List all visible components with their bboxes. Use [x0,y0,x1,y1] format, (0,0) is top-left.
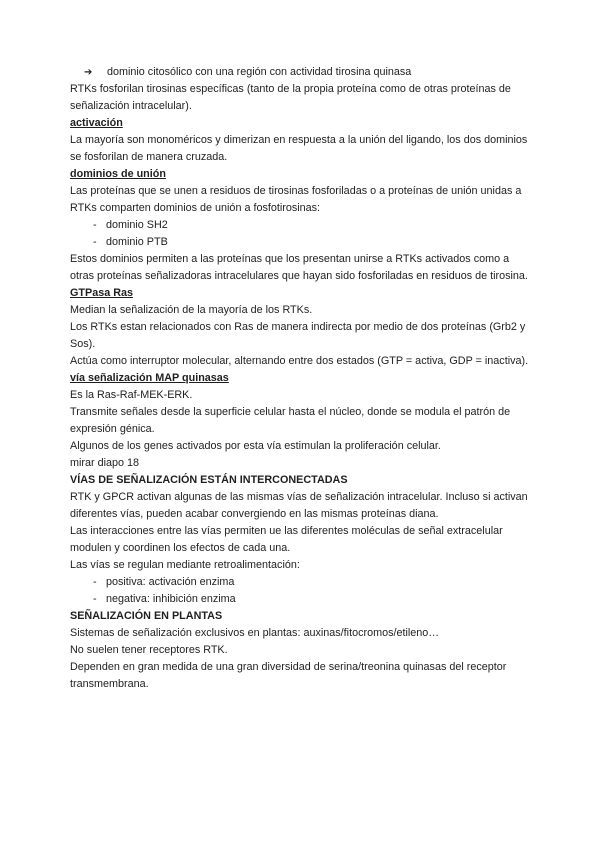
subheading-underlined: vía señalización MAP quinasas [70,372,229,384]
paragraph: Es la Ras-Raf-MEK-ERK. [70,389,193,401]
paragraph: No suelen tener receptores RTK. [70,644,228,656]
paragraph: Sistemas de señalización exclusivos en plantas: auxinas/fitocromos/etileno… [70,627,440,639]
list-item-text: positiva: activación enzima [106,576,235,588]
paragraph: RTKs fosforilan tirosinas específicas (tanto de la propia proteína como de otras proteínas de señalización intracelular). [70,83,511,112]
dash-bullet-icon: - [93,593,97,605]
paragraph: Los RTKs estan relacionados con Ras de manera indirecta por medio de dos proteínas (Grb2 y Sos). [70,321,526,350]
arrow-bullet-icon: ➔ [84,67,93,78]
paragraph: Transmite señales desde la superficie celular hasta el núcleo, donde se modula el patrón de expresión génica. [70,406,511,435]
paragraph: Las proteínas que se unen a residuos de tirosinas fosforiladas o a proteínas de unión unidas a RTKs comparten dominios de unión a fosfotirosinas: [70,185,522,214]
subheading-underlined: dominios de unión [70,168,166,180]
paragraph: Las vías se regulan mediante retroalimentación: [70,559,300,571]
arrow-list-item [70,64,534,81]
subheading-underlined: activación [70,117,123,129]
paragraph: Estos dominios permiten a las proteínas que los presentan unirse a RTKs activados como a otras proteínas señalizadoras intracelulares que hayan sido fosforiladas en residuos de tirosina. [70,253,528,282]
list-item-text: dominio citosólico con una región con actividad tirosina quinasa [107,66,412,78]
document-text-block [70,64,534,693]
dash-list-item [70,217,534,234]
dash-list-item [70,591,534,608]
dash-bullet-icon: - [93,236,97,248]
subheading-underlined: GTPasa Ras [70,287,134,299]
list-item-text: negativa: inhibición enzima [106,593,236,605]
paragraph: La mayoría son monoméricos y dimerizan en respuesta a la unión del ligando, los dos dominios se fosforilan de manera cruzada. [70,134,528,163]
dash-bullet-icon: - [93,576,97,588]
dash-list-item [70,234,534,251]
paragraph: Algunos de los genes activados por esta vía estimulan la proliferación celular. [70,440,441,452]
list-item-text: dominio PTB [106,236,168,248]
paragraph: Median la señalización de la mayoría de los RTKs. [70,304,313,316]
paragraph: mirar diapo 18 [70,457,140,469]
paragraph: Dependen en gran medida de una gran diversidad de serina/treonina quinasas del receptor transmembrana. [70,661,507,690]
list-item-text: dominio SH2 [106,219,168,231]
paragraph: Actúa como interruptor molecular, alternando entre dos estados (GTP = activa, GDP = inactiva). [70,355,529,367]
paragraph: Las interacciones entre las vías permiten ue las diferentes moléculas de señal extracelular modulen y coordinen los efectos de cada una. [70,525,503,554]
paragraph: RTK y GPCR activan algunas de las mismas vías de señalización intracelular. Incluso si activan diferentes vías, pueden acabar convergiendo en las mismas proteínas diana. [70,491,528,520]
dash-list-item [70,574,534,591]
section-heading: VÍAS DE SEÑALIZACIÓN ESTÁN INTERCONECTADAS [70,474,348,486]
dash-bullet-icon: - [93,219,97,231]
section-heading: SEÑALIZACIÓN EN PLANTAS [70,610,223,622]
